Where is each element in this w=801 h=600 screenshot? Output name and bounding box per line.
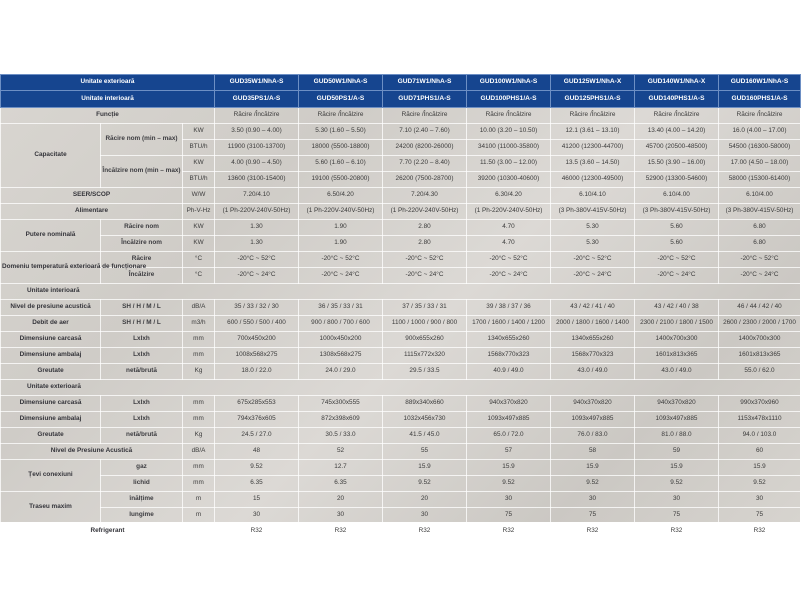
value-cell: 889x340x660 — [383, 396, 467, 412]
value-cell: -20°C ~ 52°C — [383, 252, 467, 268]
unit-cell: KW — [183, 156, 215, 172]
sub-label: Lxlxh — [101, 396, 183, 412]
table-row — [1, 412, 801, 428]
table-row — [1, 188, 801, 204]
table-row — [1, 220, 801, 236]
value-cell: 1115x772x320 — [383, 348, 467, 364]
sub-label: lichid — [101, 476, 183, 492]
value-cell: 872x398x609 — [299, 412, 383, 428]
value-cell: -20°C ~ 24°C — [719, 268, 801, 284]
value-cell: 43 / 42 / 41 / 40 — [551, 300, 635, 316]
row-label: Alimentare — [1, 204, 183, 220]
table-row — [1, 108, 801, 124]
value-cell: 940x370x820 — [635, 396, 719, 412]
unit-cell: KW — [183, 124, 215, 140]
table-row — [1, 316, 801, 332]
value-cell: 10.00 (3.20 – 10.50) — [467, 124, 551, 140]
outdoor-model-header: GUD140W1/NhA-X — [635, 75, 719, 91]
value-cell: 9.52 — [215, 460, 299, 476]
value-cell: 9.52 — [383, 476, 467, 492]
value-cell: 5.60 — [635, 236, 719, 252]
value-cell: Răcire /Încălzire — [467, 108, 551, 124]
value-cell: Răcire /Încălzire — [299, 108, 383, 124]
value-cell: 5.30 — [551, 220, 635, 236]
value-cell: 9.52 — [719, 476, 801, 492]
value-cell: 12.1 (3.61 – 13.10) — [551, 124, 635, 140]
row-label: Greutate — [1, 364, 101, 380]
unit-cell: mm — [183, 460, 215, 476]
value-cell: 1340x655x260 — [551, 332, 635, 348]
value-cell: 75 — [551, 508, 635, 524]
value-cell: 5.60 — [635, 220, 719, 236]
value-cell: -20°C ~ 52°C — [299, 252, 383, 268]
value-cell: 6.10/4.00 — [719, 188, 801, 204]
value-cell: 3.50 (0.90 – 4.00) — [215, 124, 299, 140]
value-cell: R32 — [635, 524, 719, 540]
row-label: Refrigerant — [1, 524, 215, 540]
value-cell: 24200 (8200-26000) — [383, 140, 467, 156]
table-row — [1, 492, 801, 508]
sub-label: lungime — [101, 508, 183, 524]
sub-label: SH / H / M / L — [101, 300, 183, 316]
row-label: Debit de aer — [1, 316, 101, 332]
unit-cell: dB/A — [183, 300, 215, 316]
value-cell: -20°C ~ 52°C — [719, 252, 801, 268]
value-cell: 15.9 — [467, 460, 551, 476]
value-cell: 6.50/4.20 — [299, 188, 383, 204]
value-cell: 1.30 — [215, 220, 299, 236]
value-cell: 940x370x820 — [551, 396, 635, 412]
value-cell: 45700 (20500-48500) — [635, 140, 719, 156]
value-cell: 41200 (12300-44700) — [551, 140, 635, 156]
row-label: Funcție — [1, 108, 215, 124]
value-cell: 1568x770x323 — [467, 348, 551, 364]
row-label: Țevi conexiuni — [1, 460, 101, 492]
unit-cell: W/W — [183, 188, 215, 204]
table-row — [1, 508, 801, 524]
value-cell: Răcire /Încălzire — [215, 108, 299, 124]
value-cell: 55.0 / 62.0 — [719, 364, 801, 380]
value-cell: 1008x568x275 — [215, 348, 299, 364]
value-cell: 39200 (10300-40600) — [467, 172, 551, 188]
unit-cell: mm — [183, 396, 215, 412]
value-cell: 17.00 (4.50 – 18.00) — [719, 156, 801, 172]
value-cell: 15.9 — [551, 460, 635, 476]
value-cell: 46000 (12300-49500) — [551, 172, 635, 188]
value-cell: 60 — [719, 444, 801, 460]
outdoor-model-header: GUD35W1/NhA-S — [215, 75, 299, 91]
section-title: Unitate interioară — [1, 284, 801, 300]
value-cell: 43 / 42 / 40 / 38 — [635, 300, 719, 316]
value-cell: 30 — [299, 508, 383, 524]
value-cell: 43.0 / 49.0 — [635, 364, 719, 380]
value-cell: 20 — [299, 492, 383, 508]
sub-label: Încălzire nom (min – max) — [101, 156, 183, 188]
value-cell: 59 — [635, 444, 719, 460]
value-cell: 58 — [551, 444, 635, 460]
value-cell: 1100 / 1000 / 900 / 800 — [383, 316, 467, 332]
value-cell: 15.50 (3.90 – 16.00) — [635, 156, 719, 172]
value-cell: 2.80 — [383, 220, 467, 236]
value-cell: 41.5 / 45.0 — [383, 428, 467, 444]
value-cell: 5.60 (1.60 – 6.10) — [299, 156, 383, 172]
indoor-model-header: GUD71PHS1/A-S — [383, 91, 467, 108]
value-cell: 30 — [383, 508, 467, 524]
value-cell: 43.0 / 49.0 — [551, 364, 635, 380]
unit-cell: KW — [183, 220, 215, 236]
sub-label: Răcire nom (min – max) — [101, 124, 183, 156]
value-cell: 58000 (15300-61400) — [719, 172, 801, 188]
sub-label: Lxlxh — [101, 348, 183, 364]
outdoor-unit-header: Unitate exterioară — [1, 75, 215, 91]
unit-cell: Ph-V-Hz — [183, 204, 215, 220]
value-cell: 26200 (7500-28700) — [383, 172, 467, 188]
table-row — [1, 476, 801, 492]
value-cell: 54500 (16300-58000) — [719, 140, 801, 156]
row-label: Greutate — [1, 428, 101, 444]
unit-cell: BTU/h — [183, 172, 215, 188]
table-row — [1, 284, 801, 300]
unit-cell: °C — [183, 252, 215, 268]
sub-label: Răcire nom — [101, 220, 183, 236]
value-cell: 94.0 / 103.0 — [719, 428, 801, 444]
value-cell: 1093x497x885 — [635, 412, 719, 428]
outdoor-model-header: GUD71W1/NhA-S — [383, 75, 467, 91]
value-cell: 9.52 — [551, 476, 635, 492]
value-cell: 6.10/4.00 — [635, 188, 719, 204]
table-row — [1, 380, 801, 396]
value-cell: 65.0 / 72.0 — [467, 428, 551, 444]
value-cell: 34100 (11000-35800) — [467, 140, 551, 156]
value-cell: 30.5 / 33.0 — [299, 428, 383, 444]
value-cell: 6.80 — [719, 236, 801, 252]
row-label: Dimensiune ambalaj — [1, 348, 101, 364]
outdoor-model-header: GUD125W1/NhA-X — [551, 75, 635, 91]
row-label: SEER/SCOP — [1, 188, 183, 204]
value-cell: 1568x770x323 — [551, 348, 635, 364]
indoor-model-header: GUD160PHS1/A-S — [719, 91, 801, 108]
value-cell: 1153x478x1110 — [719, 412, 801, 428]
value-cell: 745x300x555 — [299, 396, 383, 412]
value-cell: 1093x497x885 — [467, 412, 551, 428]
value-cell: 24.0 / 29.0 — [299, 364, 383, 380]
table-row — [1, 428, 801, 444]
indoor-model-header: GUD35PS1/A-S — [215, 91, 299, 108]
value-cell: R32 — [467, 524, 551, 540]
unit-cell: BTU/h — [183, 140, 215, 156]
sub-label: netă/brută — [101, 428, 183, 444]
value-cell: 36 / 35 / 33 / 31 — [299, 300, 383, 316]
value-cell: 1601x813x365 — [635, 348, 719, 364]
value-cell: 990x370x960 — [719, 396, 801, 412]
outdoor-model-header: GUD50W1/NhA-S — [299, 75, 383, 91]
row-label: Dimensiune ambalaj — [1, 412, 101, 428]
value-cell: 2000 / 1800 / 1600 / 1400 — [551, 316, 635, 332]
value-cell: R32 — [215, 524, 299, 540]
value-cell: Răcire /Încălzire — [719, 108, 801, 124]
sub-label: SH / H / M / L — [101, 316, 183, 332]
unit-cell: dB/A — [183, 444, 215, 460]
value-cell: R32 — [299, 524, 383, 540]
value-cell: 52900 (13300-54600) — [635, 172, 719, 188]
value-cell: 40.9 / 49.0 — [467, 364, 551, 380]
value-cell: 12.7 — [299, 460, 383, 476]
value-cell: (1 Ph-220V-240V-50Hz) — [215, 204, 299, 220]
value-cell: 19100 (5500-20800) — [299, 172, 383, 188]
value-cell: 15.9 — [719, 460, 801, 476]
unit-cell: mm — [183, 412, 215, 428]
value-cell: -20°C ~ 52°C — [551, 252, 635, 268]
value-cell: 1700 / 1600 / 1400 / 1200 — [467, 316, 551, 332]
value-cell: 794x376x605 — [215, 412, 299, 428]
value-cell: 900 / 800 / 700 / 600 — [299, 316, 383, 332]
value-cell: 6.30/4.20 — [467, 188, 551, 204]
row-label: Dimensiune carcasă — [1, 396, 101, 412]
value-cell: 600 / 550 / 500 / 400 — [215, 316, 299, 332]
unit-cell: mm — [183, 348, 215, 364]
value-cell: 30 — [215, 508, 299, 524]
table-row — [1, 460, 801, 476]
value-cell: -20°C ~ 24°C — [383, 268, 467, 284]
value-cell: 900x655x260 — [383, 332, 467, 348]
table-row — [1, 204, 801, 220]
value-cell: 2300 / 2100 / 1800 / 1500 — [635, 316, 719, 332]
table-row — [1, 75, 801, 91]
value-cell: 9.52 — [635, 476, 719, 492]
row-label: Traseu maxim — [1, 492, 101, 524]
value-cell: -20°C ~ 24°C — [551, 268, 635, 284]
value-cell: 1.90 — [299, 236, 383, 252]
table-row — [1, 524, 801, 540]
value-cell: 6.80 — [719, 220, 801, 236]
unit-cell: m — [183, 492, 215, 508]
value-cell: 13.40 (4.00 – 14.20) — [635, 124, 719, 140]
value-cell: 7.10 (2.40 – 7.60) — [383, 124, 467, 140]
sub-label: Încălzire — [101, 268, 183, 284]
value-cell: 57 — [467, 444, 551, 460]
value-cell: 46 / 44 / 42 / 40 — [719, 300, 801, 316]
value-cell: -20°C ~ 52°C — [635, 252, 719, 268]
value-cell: (1 Ph-220V-240V-50Hz) — [383, 204, 467, 220]
value-cell: (1 Ph-220V-240V-50Hz) — [299, 204, 383, 220]
value-cell: R32 — [719, 524, 801, 540]
value-cell: 52 — [299, 444, 383, 460]
value-cell: -20°C ~ 24°C — [635, 268, 719, 284]
value-cell: 6.35 — [299, 476, 383, 492]
unit-cell: m — [183, 508, 215, 524]
value-cell: 1340x655x260 — [467, 332, 551, 348]
value-cell: 11900 (3100-13700) — [215, 140, 299, 156]
value-cell: Răcire /Încălzire — [383, 108, 467, 124]
value-cell: 30 — [551, 492, 635, 508]
value-cell: 6.35 — [215, 476, 299, 492]
sub-label: Încălzire nom — [101, 236, 183, 252]
value-cell: 700x450x200 — [215, 332, 299, 348]
value-cell: 39 / 38 / 37 / 36 — [467, 300, 551, 316]
outdoor-model-header: GUD100W1/NhA-S — [467, 75, 551, 91]
value-cell: 35 / 33 / 32 / 30 — [215, 300, 299, 316]
row-label: Nivel de presiune acustică — [1, 300, 101, 316]
specification-table — [0, 74, 801, 540]
value-cell: 30 — [635, 492, 719, 508]
value-cell: 20 — [383, 492, 467, 508]
value-cell: 7.70 (2.20 – 8.40) — [383, 156, 467, 172]
row-label: Capacitate — [1, 124, 101, 188]
value-cell: 15.9 — [635, 460, 719, 476]
value-cell: 4.70 — [467, 236, 551, 252]
value-cell: 48 — [215, 444, 299, 460]
table-row — [1, 124, 801, 140]
value-cell: 75 — [719, 508, 801, 524]
unit-cell: mm — [183, 332, 215, 348]
value-cell: 4.00 (0.90 – 4.50) — [215, 156, 299, 172]
sub-label: Lxlxh — [101, 332, 183, 348]
value-cell: 29.5 / 33.5 — [383, 364, 467, 380]
value-cell: (3 Ph-380V-415V-50Hz) — [635, 204, 719, 220]
value-cell: 30 — [719, 492, 801, 508]
table-row — [1, 236, 801, 252]
value-cell: 24.5 / 27.0 — [215, 428, 299, 444]
sub-label: Lxlxh — [101, 412, 183, 428]
value-cell: 4.70 — [467, 220, 551, 236]
value-cell: -20°C ~ 52°C — [467, 252, 551, 268]
value-cell: 1032x456x730 — [383, 412, 467, 428]
unit-cell: KW — [183, 236, 215, 252]
table-row — [1, 156, 801, 172]
sub-label: înălțime — [101, 492, 183, 508]
value-cell: 2600 / 2300 / 2000 / 1700 — [719, 316, 801, 332]
value-cell: 15.9 — [383, 460, 467, 476]
value-cell: 1601x813x365 — [719, 348, 801, 364]
sub-label: Răcire — [101, 252, 183, 268]
value-cell: 5.30 (1.60 – 5.50) — [299, 124, 383, 140]
value-cell: 18.0 / 22.0 — [215, 364, 299, 380]
indoor-model-header: GUD100PHS1/A-S — [467, 91, 551, 108]
indoor-model-header: GUD50PS1/A-S — [299, 91, 383, 108]
value-cell: 37 / 35 / 33 / 31 — [383, 300, 467, 316]
value-cell: (3 Ph-380V-415V-50Hz) — [551, 204, 635, 220]
value-cell: -20°C ~ 24°C — [467, 268, 551, 284]
value-cell: 11.50 (3.00 – 12.00) — [467, 156, 551, 172]
unit-cell: Kg — [183, 364, 215, 380]
indoor-unit-header: Unitate interioară — [1, 91, 215, 108]
value-cell: 7.20/4.10 — [215, 188, 299, 204]
row-label: Putere nominală — [1, 220, 101, 252]
table-row — [1, 364, 801, 380]
sub-label: gaz — [101, 460, 183, 476]
value-cell: 1400x700x300 — [635, 332, 719, 348]
unit-cell: m3/h — [183, 316, 215, 332]
row-label: Domeniu temperatură exterioară de funcționare — [1, 252, 101, 284]
value-cell: -20°C ~ 24°C — [299, 268, 383, 284]
indoor-model-header: GUD125PHS1/A-S — [551, 91, 635, 108]
table-row — [1, 444, 801, 460]
value-cell: 2.80 — [383, 236, 467, 252]
value-cell: 9.52 — [467, 476, 551, 492]
value-cell: 30 — [467, 492, 551, 508]
value-cell: (3 Ph-380V-415V-50Hz) — [719, 204, 801, 220]
value-cell: 6.10/4.10 — [551, 188, 635, 204]
table-row — [1, 332, 801, 348]
indoor-model-header: GUD140PHS1/A-S — [635, 91, 719, 108]
value-cell: 15 — [215, 492, 299, 508]
value-cell: 75 — [635, 508, 719, 524]
table-row — [1, 91, 801, 108]
value-cell: 1093x497x885 — [551, 412, 635, 428]
outdoor-model-header: GUD160W1/NhA-S — [719, 75, 801, 91]
value-cell: 75 — [467, 508, 551, 524]
value-cell: -20°C ~ 24°C — [215, 268, 299, 284]
value-cell: 1400x700x300 — [719, 332, 801, 348]
row-label: Nivel de Presiune Acustică — [1, 444, 183, 460]
unit-cell: mm — [183, 476, 215, 492]
value-cell: 675x285x553 — [215, 396, 299, 412]
value-cell: 940x370x820 — [467, 396, 551, 412]
value-cell: 1000x450x200 — [299, 332, 383, 348]
value-cell: 18000 (5500-18800) — [299, 140, 383, 156]
value-cell: 81.0 / 88.0 — [635, 428, 719, 444]
value-cell: R32 — [551, 524, 635, 540]
value-cell: (1 Ph-220V-240V-50Hz) — [467, 204, 551, 220]
value-cell: 7.20/4.30 — [383, 188, 467, 204]
sub-label: netă/brută — [101, 364, 183, 380]
table-row — [1, 396, 801, 412]
table-row — [1, 300, 801, 316]
section-title: Unitate exterioară — [1, 380, 801, 396]
unit-cell: °C — [183, 268, 215, 284]
value-cell: 1.90 — [299, 220, 383, 236]
table-row — [1, 348, 801, 364]
table-row — [1, 252, 801, 268]
value-cell: 5.30 — [551, 236, 635, 252]
value-cell: 55 — [383, 444, 467, 460]
value-cell: 76.0 / 83.0 — [551, 428, 635, 444]
value-cell: 1.30 — [215, 236, 299, 252]
value-cell: 13600 (3100-15400) — [215, 172, 299, 188]
row-label: Dimensiune carcasă — [1, 332, 101, 348]
value-cell: 13.5 (3.60 – 14.50) — [551, 156, 635, 172]
value-cell: 16.0 (4.00 – 17.00) — [719, 124, 801, 140]
value-cell: Răcire /Încălzire — [551, 108, 635, 124]
value-cell: -20°C ~ 52°C — [215, 252, 299, 268]
unit-cell: Kg — [183, 428, 215, 444]
value-cell: R32 — [383, 524, 467, 540]
value-cell: Răcire /Încălzire — [635, 108, 719, 124]
value-cell: 1308x568x275 — [299, 348, 383, 364]
